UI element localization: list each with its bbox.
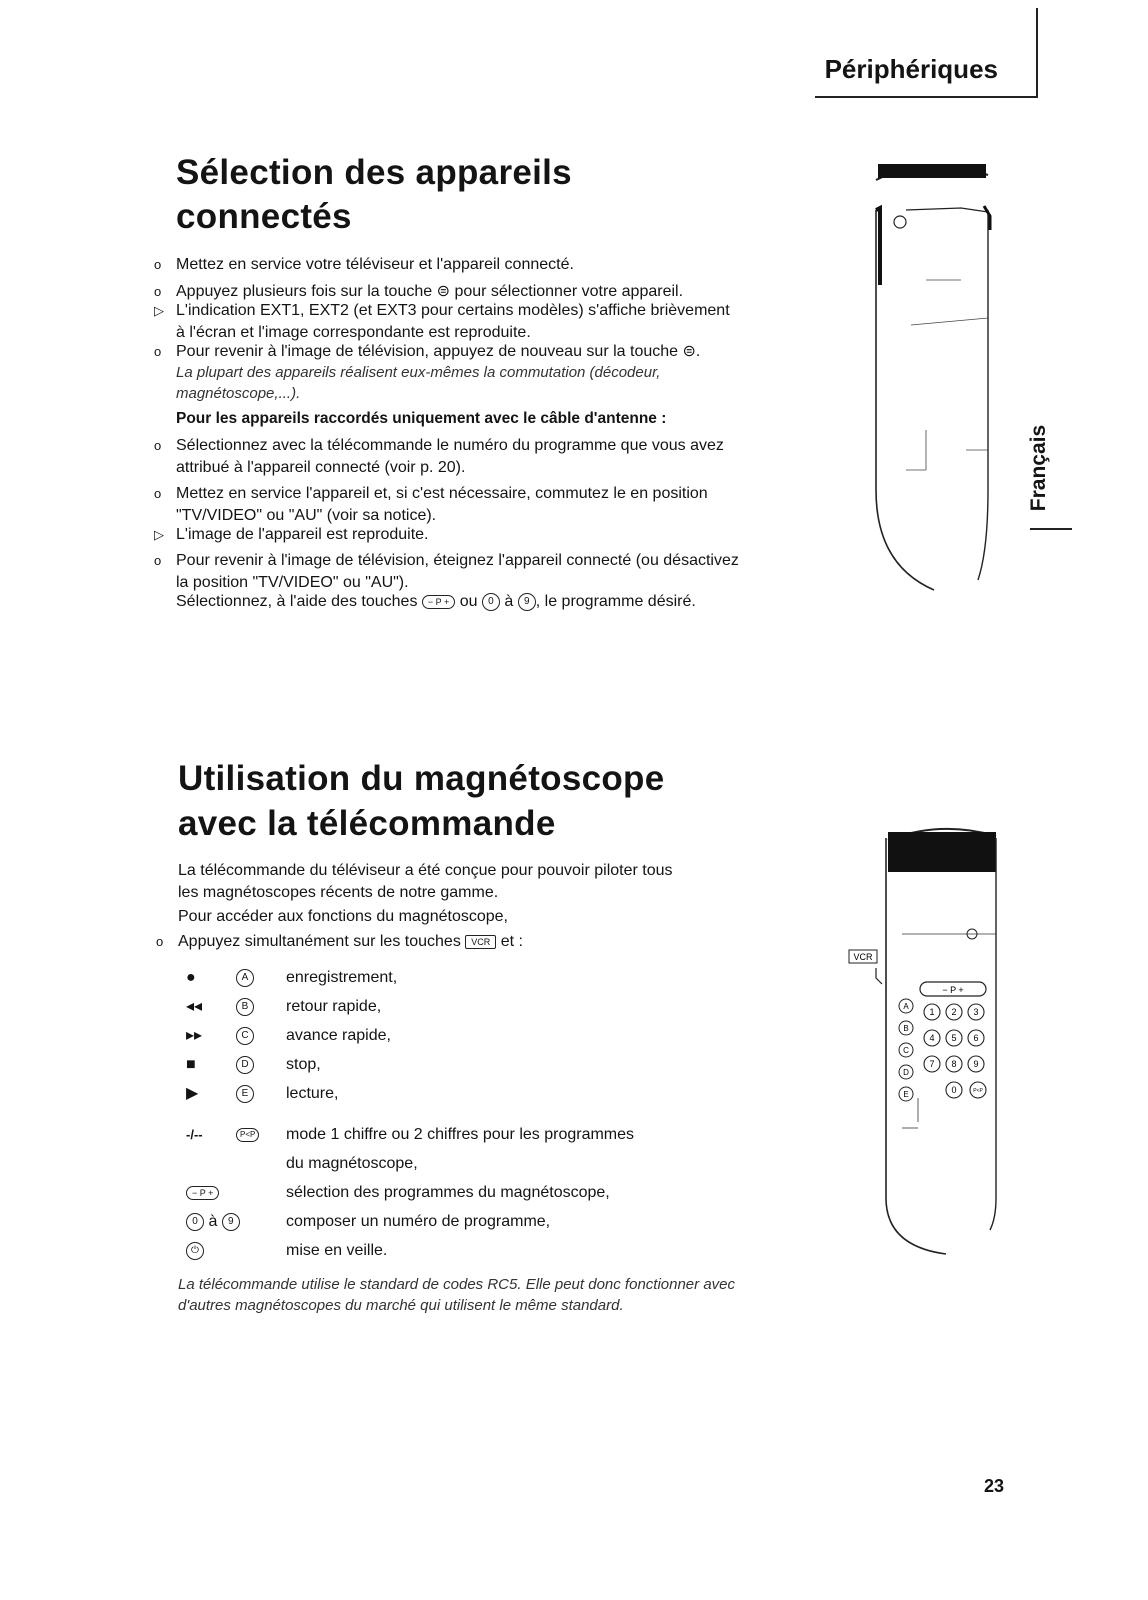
key-e-icon: E <box>236 1085 254 1103</box>
item-text: Mettez en service votre téléviseur et l'appareil connecté. <box>176 256 574 273</box>
item-text: L'image de l'appareil est reproduite. <box>176 526 429 543</box>
key-label: D <box>903 1068 909 1077</box>
digit-label: 7 <box>929 1059 935 1069</box>
pp-key-label: P<P <box>973 1088 983 1094</box>
s1-subheading: Pour les appareils raccordés uniquement avec le câble d'antenne : <box>176 410 667 427</box>
rewind-icon: ◂◂ <box>186 998 203 1015</box>
function-row: ▸▸ C avance rapide, <box>186 1024 886 1048</box>
digit-0-key: 0 <box>482 593 500 611</box>
section1-title-line2: connectés <box>176 197 352 236</box>
item-text: Sélectionnez avec la télécommande le numéro du programme que vous avez <box>176 437 724 454</box>
remote-top-panel <box>888 832 996 872</box>
item-text: attribué à l'appareil connecté (voir p. 20). <box>176 459 466 476</box>
s1-item-8 <box>154 550 836 594</box>
s2-note <box>178 1274 818 1316</box>
vcr-key: VCR <box>465 935 496 949</box>
source-key-icon <box>894 216 906 228</box>
function-row: − P + sélection des programmes du magnétoscope, <box>186 1181 886 1205</box>
stop-icon: ■ <box>186 1056 196 1073</box>
remote-illustration-top <box>866 150 1006 610</box>
digit-keys <box>924 1004 986 1098</box>
arrow-marker: ▷ <box>154 303 164 318</box>
function-row: ◂◂ B retour rapide, <box>186 995 886 1019</box>
record-icon: ● <box>186 969 196 986</box>
letter-keys <box>899 999 913 1101</box>
note-line: magnétoscope,...). <box>176 385 301 402</box>
s2-intro <box>178 860 798 904</box>
key-label: E <box>903 1090 909 1099</box>
bullet-marker: o <box>154 257 162 272</box>
language-tab-rule <box>1030 528 1072 530</box>
section-header: Périphériques <box>824 54 998 84</box>
digit-9-icon: 9 <box>222 1213 240 1231</box>
bullet-marker: o <box>154 486 162 501</box>
function-row: -/-- P<P mode 1 chiffre ou 2 chiffres pour les programmes <box>186 1123 886 1147</box>
s1-item-7 <box>154 524 816 546</box>
digit-label: 4 <box>929 1033 935 1043</box>
bullet-marker: o <box>154 553 162 568</box>
digit-mode-icon: -/-- <box>186 1127 203 1142</box>
remote-top-panel <box>878 164 986 178</box>
digit-9-key: 9 <box>518 593 536 611</box>
section2-title-line1: Utilisation du magnétoscope <box>178 759 665 798</box>
s1-note <box>176 362 816 404</box>
bullet-marker: o <box>154 284 162 299</box>
digit-label: 6 <box>973 1033 979 1043</box>
function-row: ● A enregistrement, <box>186 966 886 990</box>
program-key: − P + <box>422 595 455 609</box>
digit-label: 1 <box>929 1007 935 1017</box>
language-tab: Français <box>1027 424 1051 512</box>
note-line: La plupart des appareils réalisent eux-mêmes la commutation (décodeur, <box>176 364 661 381</box>
digit-label: 5 <box>951 1033 957 1043</box>
s1-item-6 <box>154 483 816 527</box>
item-text: Pour revenir à l'image de télévision, appuyez de nouveau sur la touche ⊜. <box>176 343 701 360</box>
standby-icon: ⏻ <box>186 1242 204 1260</box>
section2-title-line2: avec la télécommande <box>178 804 556 843</box>
item-text: L'indication EXT1, EXT2 (et EXT3 pour certains modèles) s'affiche brièvement <box>176 302 730 319</box>
digit-0-icon: 0 <box>186 1213 204 1231</box>
header-vertical-rule <box>1036 8 1038 98</box>
header-rule <box>815 96 1037 98</box>
function-row: ■ D stop, <box>186 1053 886 1077</box>
vcr-function-table <box>186 966 826 1266</box>
digit-label: 2 <box>951 1007 957 1017</box>
play-icon: ▶ <box>186 1085 199 1102</box>
intro-line: les magnétoscopes récents de notre gamme. <box>178 884 499 901</box>
function-row: ▶ E lecture, <box>186 1082 886 1106</box>
item-text: Appuyez plusieurs fois sur la touche ⊜ pour sélectionner votre appareil. <box>176 283 684 300</box>
key-b-icon: B <box>236 998 254 1016</box>
intro-line: La télécommande du téléviseur a été conçue pour pouvoir piloter tous <box>178 862 673 879</box>
key-d-icon: D <box>236 1056 254 1074</box>
s1-item-4 <box>154 341 816 363</box>
program-key-icon: − P + <box>186 1186 219 1200</box>
key-c-icon: C <box>236 1027 254 1045</box>
item-text: "TV/VIDEO" ou "AU" (voir sa notice). <box>176 507 437 524</box>
key-label: A <box>903 1002 909 1011</box>
function-row: ⏻ mise en veille. <box>186 1239 886 1263</box>
bullet-marker: o <box>154 438 162 453</box>
pp-key-icon: P<P <box>236 1128 259 1142</box>
remote-illustration-vcr <box>846 818 1006 1258</box>
function-row: 0 à 9 composer un numéro de programme, <box>186 1210 886 1234</box>
note-line: La télécommande utilise le standard de codes RC5. Elle peut donc fonctionner avec <box>178 1276 735 1293</box>
bullet-marker: o <box>156 934 164 949</box>
svg-text:− P +: − P + <box>942 985 964 995</box>
s1-item-1 <box>154 254 816 276</box>
svg-text:VCR: VCR <box>853 952 873 962</box>
note-line: d'autres magnétoscopes du marché qui utilisent le même standard. <box>178 1297 624 1314</box>
section1-title-line1: Sélection des appareils <box>176 153 572 192</box>
digit-label: 0 <box>951 1085 957 1095</box>
arrow-marker: ▷ <box>154 527 164 542</box>
page-number: 23 <box>984 1476 1005 1496</box>
s2-step: o Appuyez simultanément sur les touches VCR et : <box>178 931 798 953</box>
s1-last-line: Sélectionnez, à l'aide des touches − P + ou 0 à 9 , le programme désiré. <box>176 593 696 610</box>
s1-item-5 <box>154 435 816 479</box>
s1-item-3 <box>154 300 816 344</box>
digit-label: 9 <box>973 1059 979 1069</box>
key-label: B <box>903 1024 909 1033</box>
fast-forward-icon: ▸▸ <box>186 1027 203 1044</box>
key-label: C <box>903 1046 909 1055</box>
key-a-icon: A <box>236 969 254 987</box>
item-text: Pour revenir à l'image de télévision, éteignez l'appareil connecté (ou désactivez <box>176 552 739 569</box>
function-row: du magnétoscope, <box>286 1155 418 1172</box>
item-text: Mettez en service l'appareil et, si c'est nécessaire, commutez le en position <box>176 485 708 502</box>
s2-intro2: Pour accéder aux fonctions du magnétoscope, <box>178 908 508 925</box>
item-text: la position "TV/VIDEO" ou "AU"). <box>176 574 409 591</box>
bullet-marker: o <box>154 344 162 359</box>
item-text: à l'écran et l'image correspondante est reproduite. <box>176 324 531 341</box>
digit-label: 8 <box>951 1059 957 1069</box>
digit-label: 3 <box>973 1007 979 1017</box>
